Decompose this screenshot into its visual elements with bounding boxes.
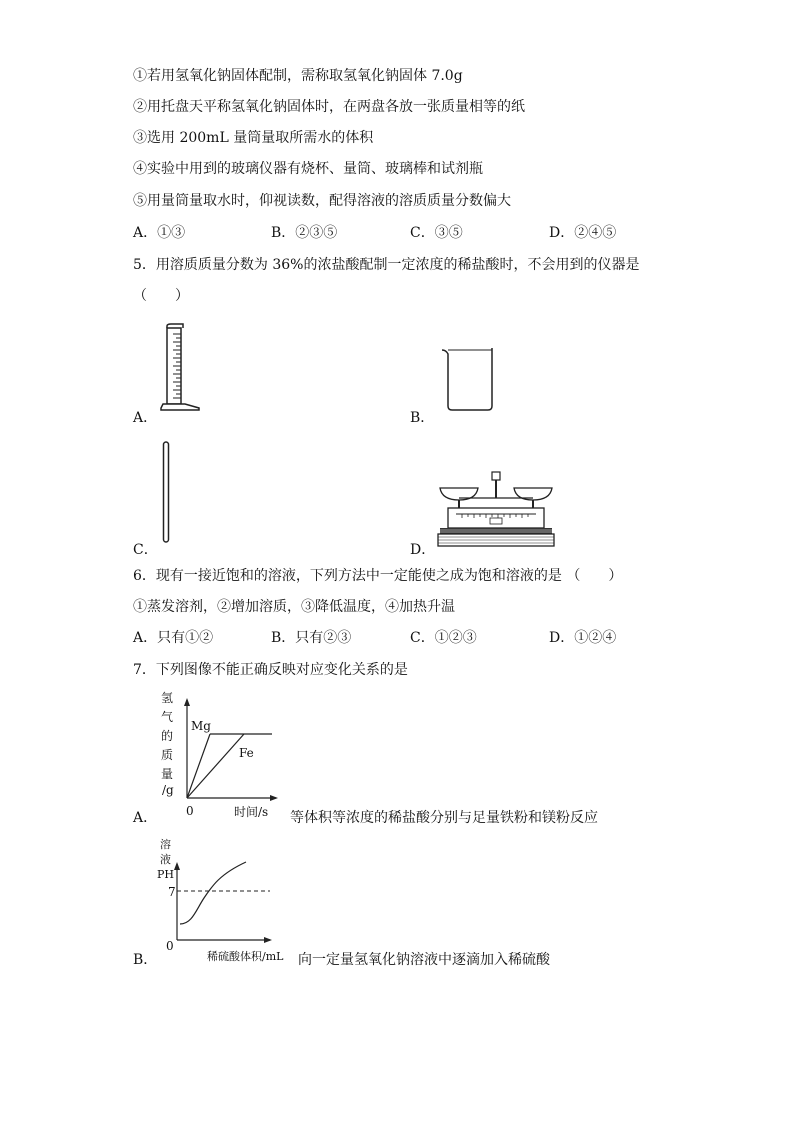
beaker-icon: [440, 346, 500, 414]
graph-a-series-mg: Mg: [191, 719, 211, 733]
q6-methods: ①蒸发溶剂，②增加溶质，③降低温度，④加热升温: [133, 599, 455, 615]
graph-a-ylabel-char: 氢: [161, 691, 174, 705]
graph-a-hydrogen-mass-vs-time: [150, 688, 285, 823]
graph-b-ylabel-char: PH: [157, 868, 174, 881]
graph-a-ylabel-char: /g: [162, 783, 174, 797]
graph-b-ylabel-char: 溶: [160, 838, 171, 851]
q4-item-4: ④实验中用到的玻璃仪器有烧杯、量筒、玻璃棒和试剂瓶: [133, 161, 483, 177]
q5-answer-paren: （ ）: [133, 288, 189, 304]
glass-rod-icon: [160, 440, 174, 546]
q4-option-c: C．③⑤: [410, 225, 463, 241]
q4-option-d: D．②④⑤: [549, 225, 617, 241]
q4-item-1: ①若用氢氧化钠固体配制，需称取氢氧化钠固体 7.0g: [133, 68, 463, 84]
graph-b-ph-curve: [180, 862, 246, 924]
graph-a-series-fe: Fe: [239, 746, 254, 760]
graph-a-origin: 0: [186, 804, 194, 818]
q4-item-3: ③选用 200mL 量筒量取所需水的体积: [133, 130, 374, 146]
q7-option-a-text: 等体积等浓度的稀盐酸分别与足量铁粉和镁粉反应: [290, 810, 598, 826]
q6-stem: 6．现有一接近饱和的溶液，下列方法中一定能使之成为饱和溶液的是 （ ）: [133, 568, 623, 584]
graph-a-xlabel: 时间/s: [234, 805, 269, 819]
graduated-cylinder-icon: [155, 322, 205, 414]
q7-label-b: B．: [133, 952, 158, 968]
graph-a-ylabel-char: 气: [161, 710, 174, 724]
q7-label-a: A．: [133, 810, 158, 826]
graph-b-ph-vs-acid-volume: [150, 836, 300, 964]
q5-label-c: C．: [133, 542, 158, 558]
graph-b-origin: 0: [166, 939, 174, 953]
q6-option-c: C．①②③: [410, 630, 477, 646]
q7-option-b-text: 向一定量氢氧化钠溶液中逐滴加入稀硫酸: [298, 952, 550, 968]
graph-a-line-mg-rise: [187, 734, 210, 798]
q6-option-d: D．①②④: [549, 630, 617, 646]
q4-item-5: ⑤用量筒量取水时，仰视读数，配得溶液的溶质质量分数偏大: [133, 193, 511, 209]
graph-b-tick-7: 7: [168, 885, 176, 899]
q6-option-b: B．只有②③: [271, 630, 352, 646]
q6-option-a: A．只有①②: [133, 630, 214, 646]
balance-scale-icon: [436, 470, 556, 548]
graph-a-ylabel-char: 的: [161, 729, 174, 743]
q5-label-a: A．: [133, 410, 158, 426]
q5-stem: 5．用溶质质量分数为 36%的浓盐酸配制一定浓度的稀盐酸时，不会用到的仪器是: [133, 257, 640, 273]
q4-option-a: A．①③: [133, 225, 186, 241]
graph-a-line-fe-rise: [187, 734, 244, 798]
q7-stem: 7．下列图像不能正确反映对应变化关系的是: [133, 662, 408, 678]
graph-b-xlabel: 稀硫酸体积/mL: [207, 950, 284, 963]
graph-b-ylabel-char: 液: [160, 853, 171, 866]
q5-label-b: B．: [410, 410, 435, 426]
graph-a-ylabel-char: 量: [161, 767, 174, 781]
q4-item-2: ②用托盘天平称氢氧化钠固体时，在两盘各放一张质量相等的纸: [133, 99, 525, 115]
q5-label-d: D．: [410, 542, 436, 558]
graph-a-ylabel-char: 质: [161, 748, 174, 762]
q4-option-b: B．②③⑤: [271, 225, 338, 241]
